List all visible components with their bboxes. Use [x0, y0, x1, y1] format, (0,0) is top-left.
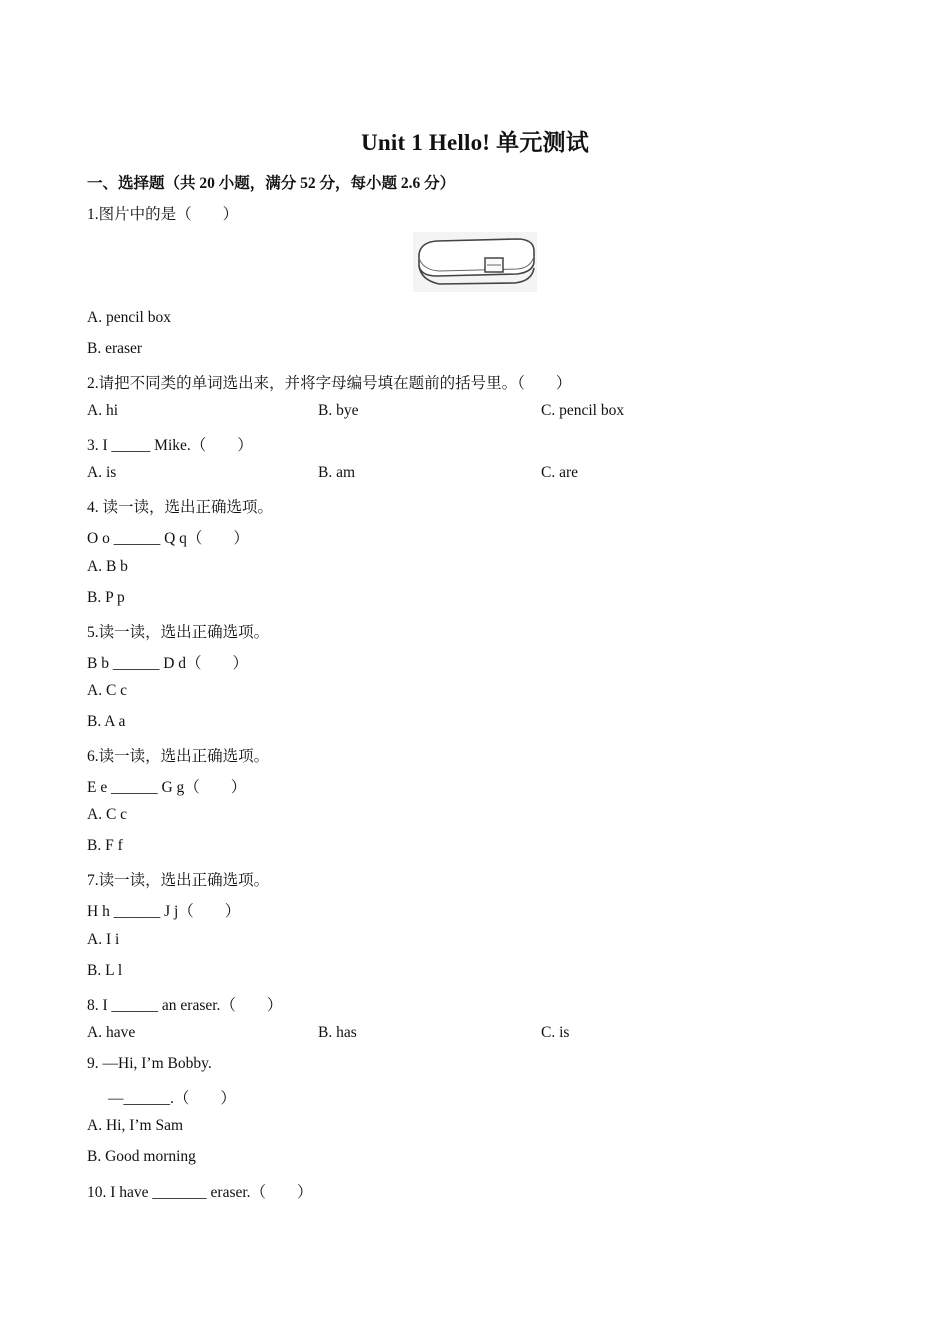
option: A. I i [87, 931, 120, 948]
question-prompt: H h ______ J j（ ） [87, 903, 241, 920]
option: A. pencil box [87, 309, 171, 326]
section-heading: 一、选择题（共 20 小题，满分 52 分，每小题 2.6 分） [87, 175, 456, 192]
option: C. is [541, 1024, 570, 1041]
option: A. hi [87, 402, 118, 419]
option: A. Hi, I’m Sam [87, 1117, 184, 1134]
option: B. Good morning [87, 1148, 196, 1165]
option: A. have [87, 1024, 136, 1041]
question-stem-2: 2.请把不同类的单词选出来，并将字母编号填在题前的括号里。（ ） [87, 375, 572, 392]
page-title: Unit 1 Hello! 单元测试 [361, 130, 589, 155]
question-stem-1: 1.图片中的是（ ） [87, 206, 239, 223]
pencil-box-icon [413, 232, 537, 292]
question-stem-8: 8. I ______ an eraser.（ ） [87, 997, 283, 1014]
option: C. are [541, 464, 579, 481]
option: A. is [87, 464, 117, 481]
question-prompt: E e ______ G g（ ） [87, 779, 247, 796]
question-stem-9: 9. —Hi, I’m Bobby. [87, 1055, 212, 1072]
question-stem-10: 10. I have _______ eraser.（ ） [87, 1184, 313, 1201]
option: A. C c [87, 806, 128, 823]
question-stem-7: 7.读一读，选出正确选项。 [87, 872, 270, 889]
option: B. bye [318, 402, 359, 419]
question-stem-3: 3. I _____ Mike.（ ） [87, 437, 253, 454]
option: B. L l [87, 962, 123, 979]
option: B. P p [87, 589, 125, 606]
option: B. am [318, 464, 356, 481]
question-prompt: —______.（ ） [108, 1090, 236, 1107]
question-prompt: O o ______ Q q（ ） [87, 530, 249, 547]
option: A. C c [87, 682, 128, 699]
option: B. eraser [87, 340, 143, 357]
option: A. B b [87, 558, 128, 575]
option: B. A a [87, 713, 126, 730]
option: B. F f [87, 837, 123, 854]
question-stem-6: 6.读一读，选出正确选项。 [87, 748, 270, 765]
question-stem-5: 5.读一读，选出正确选项。 [87, 624, 270, 641]
question-prompt: B b ______ D d（ ） [87, 655, 249, 672]
option: B. has [318, 1024, 357, 1041]
option: C. pencil box [541, 402, 625, 419]
question-stem-4: 4. 读一读，选出正确选项。 [87, 499, 274, 516]
